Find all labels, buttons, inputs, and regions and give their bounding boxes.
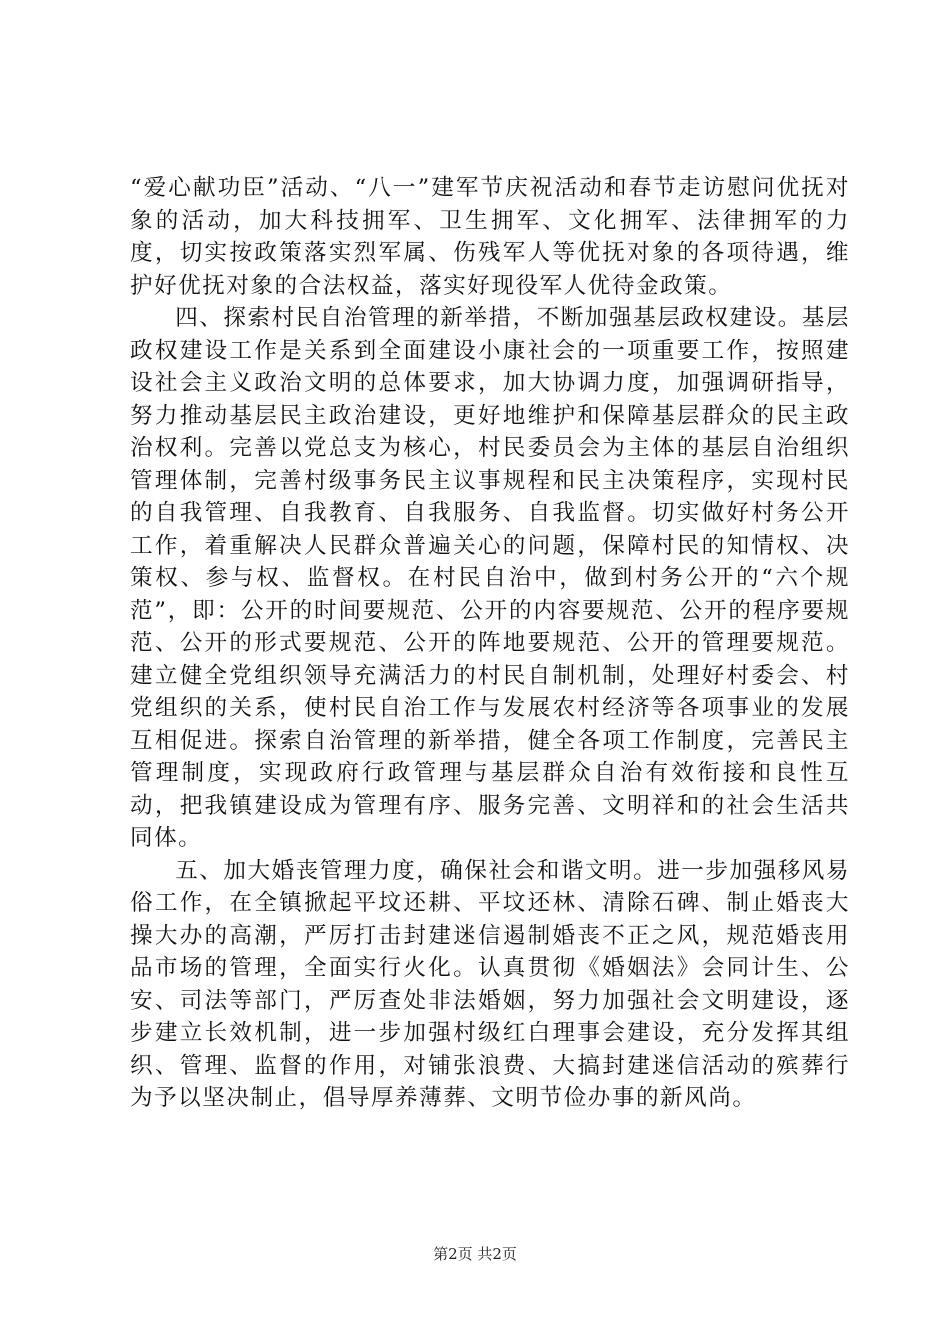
page-number-footer: 第2页 共2页 [433, 1245, 517, 1263]
paragraph-section-four: 四、探索村民自治管理的新举措，不断加强基层政权建设。基层政权建设工作是关系到全面建设小康社会的一项重要工作，按照建设社会主义政治文明的总体要求，加大协调力度，加强调研指导，努力推动基层民主政治建设，更好地维护和保障基层群众的民主政治权利。完善以党总支为核心，村民委员会为主体的基层自治组织管理体制，完善村级事务民主议事规程和民主决策程序，实现村民的自我管理、自我教育、自我服务、自我监督。切实做好村务公开工作，着重解决人民群众普遍关心的问题，保障村民的知情权、决策权、参与权、监督权。在村民自治中，做到村务公开的“六个规范”，即：公开的时间要规范、公开的内容要规范、公开的程序要规范、公开的形式要规范、公开的阵地要规范、公开的管理要规范。建立健全党组织领导充满活力的村民自制机制，处理好村委会、村党组织的关系，使村民自治工作与发展农村经济等各项事业的发展互相促进。探索自治管理的新举措，健全各项工作制度，完善民主管理制度，实现政府行政管理与基层群众自治有效衔接和良性互动，把我镇建设成为管理有序、服务完善、文明祥和的社会生活共同体。 [130, 305, 850, 851]
document-body [130, 172, 850, 1115]
paragraph-continuation: “爱心献功臣”活动、“八一”建军节庆祝活动和春节走访慰问优抚对象的活动，加大科技拥军、卫生拥军、文化拥军、法律拥军的力度，切实按政策落实烈军属、伤残军人等优抚对象的各项待遇，维护好优抚对象的合法权益，落实好现役军人优待金政策。 [130, 175, 850, 299]
paragraph-section-five: 五、加大婚丧管理力度，确保社会和谐文明。进一步加强移风易俗工作，在全镇掀起平坟还耕、平坟还林、清除石碑、制止婚丧大操大办的高潮，严厉打击封建迷信遏制婚丧不正之风，规范婚丧用品市场的管理，全面实行火化。认真贯彻《婚姻法》会同计生、公安、司法等部门，严厉查处非法婚姻，努力加强社会文明建设，逐步建立长效机制，进一步加强村级红白理事会建设，充分发挥其组织、管理、监督的作用，对铺张浪费、大搞封建迷信活动的殡葬行为予以坚决制止，倡导厚养薄葬、文明节俭办事的新风尚。 [130, 857, 850, 1111]
